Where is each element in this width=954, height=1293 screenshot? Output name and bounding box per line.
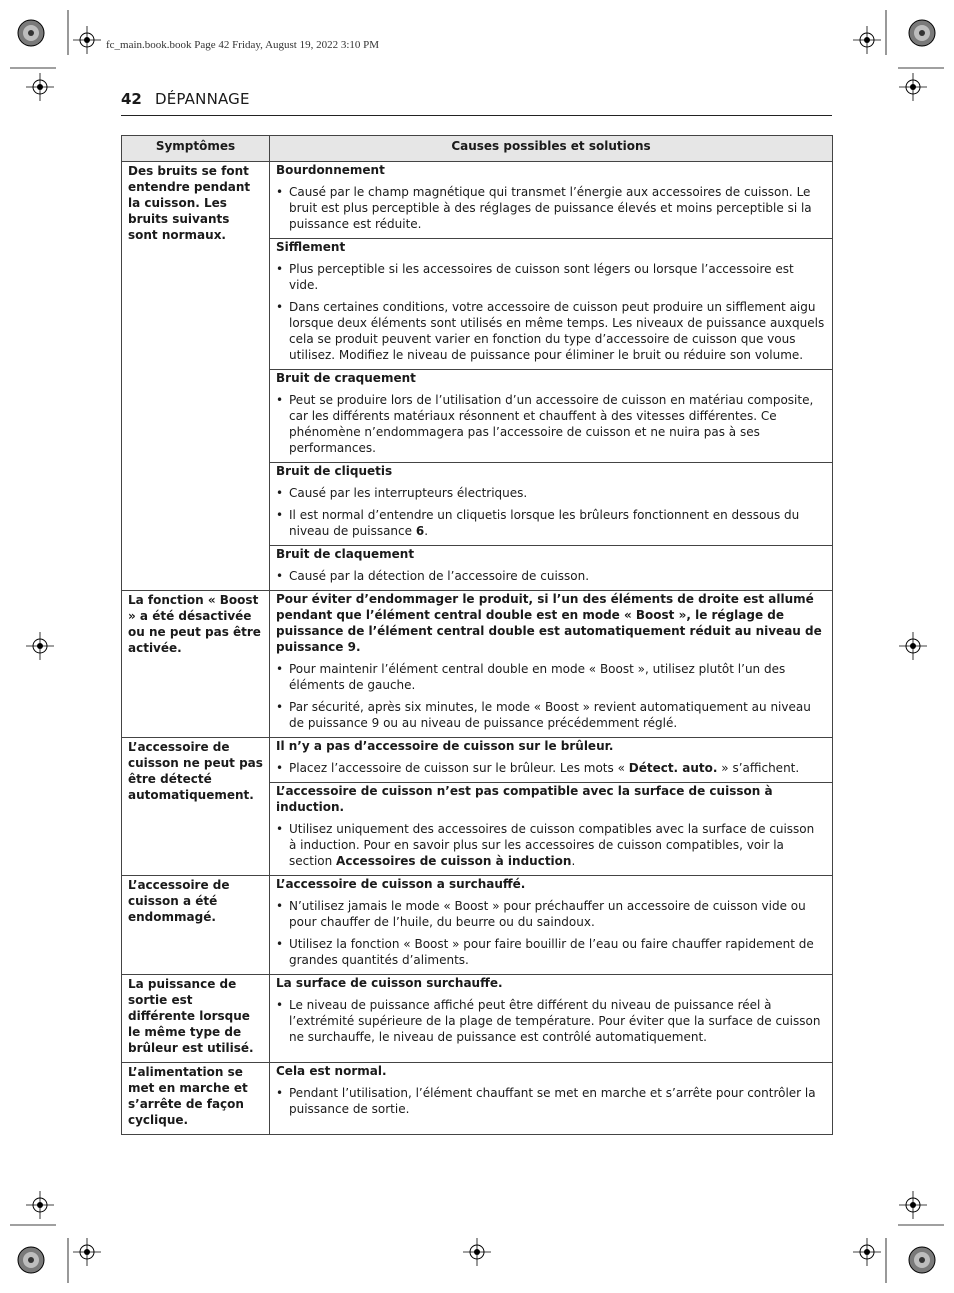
power-level-value: 6 (415, 524, 425, 538)
symptom-cell: L’accessoire de cuisson a été endommagé. (122, 876, 270, 975)
table-row (122, 738, 833, 783)
table-row (122, 162, 833, 239)
page-header (121, 89, 832, 116)
registration-cross-icon (26, 632, 54, 660)
cause-cell (270, 162, 833, 239)
solution-list (276, 997, 825, 1045)
symptom-cell: La fonction « Boost » a été désactivée ou ne peut pas être activée. (122, 591, 270, 738)
list-item-text: . (424, 524, 429, 538)
table-row (122, 591, 833, 738)
symptom-cell: Des bruits se font entendre pendant la cuisson. Les bruits suivants sont normaux. (122, 162, 270, 591)
registration-cross-icon (899, 73, 927, 101)
registration-cross-icon (26, 1191, 54, 1219)
list-item-text: » s’affichent. (717, 761, 800, 775)
registration-wheel-icon (18, 1247, 44, 1273)
cause-title: Bruit de claquement (276, 547, 415, 561)
symptom-cell: L’accessoire de cuisson ne peut pas être détecté automatiquement. (122, 738, 270, 876)
troubleshooting-table (121, 135, 833, 1135)
column-header: Causes possibles et solutions (270, 136, 833, 162)
table-row (122, 975, 833, 1063)
print-slug: fc_main.book.book Page 42 Friday, August 19, 2022 3:10 PM (106, 39, 380, 51)
cause-cell (270, 975, 833, 1063)
cause-cell (270, 239, 833, 370)
table-header-row (122, 136, 833, 162)
list-item: • N’utilisez jamais le mode « Boost » pour préchauffer un accessoire de cuisson vide ou pour chauffer de l’huile, du beurre ou du saindoux. (276, 898, 825, 930)
display-message: Détect. auto. (628, 761, 718, 775)
list-item: • Causé par le champ magnétique qui transmet l’énergie aux accessoires de cuisson. Le bruit est plus perceptible à des réglages de puissance élevés et moins perceptible si la puissance est réduite. (276, 184, 825, 232)
solution-list (276, 661, 825, 731)
registration-wheel-icon (18, 20, 44, 46)
list-item-text: . (571, 854, 576, 868)
cause-title: L’accessoire de cuisson a surchauffé. (276, 877, 526, 891)
registration-cross-icon (26, 73, 54, 101)
page-number: 42 (121, 90, 142, 108)
registration-cross-icon (853, 1238, 881, 1266)
list-item: • Peut se produire lors de l’utilisation d’un accessoire de cuisson en matériau composite, car les différents matériaux résonnent et chauffent à des vitesses différentes. Ce phénomène n’endommagera pas l’accessoire de cuisson et ne nuira pas à ses performances. (276, 392, 825, 456)
cause-title: Bruit de craquement (276, 371, 416, 385)
cause-cell (270, 546, 833, 591)
registration-cross-icon (899, 632, 927, 660)
list-item: • Dans certaines conditions, votre accessoire de cuisson peut produire un sifflement aigu lorsque deux éléments sont utilisés en même temps. Les niveaux de puissance auxquels cela se produit peuvent varier en fonction du type d’accessoire de cuisson que vous utilisez. Modifiez le niveau de puissance pour éliminer le bruit ou réduire son volume. (276, 299, 825, 363)
solution-list (276, 568, 825, 584)
registration-wheel-icon (909, 1247, 935, 1273)
table-row (122, 876, 833, 975)
solution-list (276, 392, 825, 456)
solution-list (276, 184, 825, 232)
list-item: • Pendant l’utilisation, l’élément chauffant se met en marche et s’arrête pour contrôler la puissance de sortie. (276, 1085, 825, 1117)
list-item: • Par sécurité, après six minutes, le mode « Boost » revient automatiquement au niveau de puissance 9 ou au niveau de puissance précédemment réglé. (276, 699, 825, 731)
registration-wheel-icon (909, 20, 935, 46)
registration-cross-icon (899, 1191, 927, 1219)
cause-title: Pour éviter d’endommager le produit, si l’un des éléments de droite est allumé pendant que l’élément central double est en mode « Boost », le réglage de puissance de l’élément central double est automatiquement réduit au niveau de puissance 9. (276, 592, 822, 654)
cause-cell (270, 463, 833, 546)
cause-cell (270, 370, 833, 463)
cause-title: Sifflement (276, 240, 346, 254)
solution-list (276, 898, 825, 968)
cause-cell (270, 876, 833, 975)
cause-cell (270, 738, 833, 783)
list-item-text: Il est normal d’entendre un cliquetis lorsque les brûleurs fonctionnent en dessous du niveau de puissance (289, 508, 800, 538)
list-item: • Le niveau de puissance affiché peut être différent du niveau de puissance réel à l’extrémité supérieure de la plage de température. Pour éviter que la surface de cuisson ne surchauffe, le niveau de puissance est contrôlé automatiquement. (276, 997, 825, 1045)
solution-list (276, 261, 825, 363)
cause-title: Cela est normal. (276, 1064, 387, 1078)
cause-cell (270, 1063, 833, 1135)
list-item-text: Placez l’accessoire de cuisson sur le brûleur. Les mots « (289, 761, 629, 775)
table-row (122, 1063, 833, 1135)
list-item (276, 507, 825, 539)
cause-cell (270, 591, 833, 738)
cause-title: Bruit de cliquetis (276, 464, 393, 478)
registration-cross-icon (463, 1238, 491, 1266)
cause-title: Bourdonnement (276, 163, 385, 177)
list-item: • Utilisez la fonction « Boost » pour faire bouillir de l’eau ou faire chauffer rapidement de grandes quantités d’aliments. (276, 936, 825, 968)
solution-list (276, 485, 825, 539)
section-reference: Accessoires de cuisson à induction (336, 854, 572, 868)
cause-title: La surface de cuisson surchauffe. (276, 976, 503, 990)
list-item: • Pour maintenir l’élément central double en mode « Boost », utilisez plutôt l’un des éléments de gauche. (276, 661, 825, 693)
list-item: • Causé par les interrupteurs électriques. (276, 485, 825, 501)
list-item (276, 760, 825, 776)
registration-cross-icon (73, 1238, 101, 1266)
column-header: Symptômes (122, 136, 270, 162)
cause-title: Il n’y a pas d’accessoire de cuisson sur le brûleur. (276, 739, 614, 753)
section-title: DÉPANNAGE (154, 90, 250, 108)
list-item: • Causé par la détection de l’accessoire de cuisson. (276, 568, 825, 584)
list-item: • Plus perceptible si les accessoires de cuisson sont légers ou lorsque l’accessoire est vide. (276, 261, 825, 293)
solution-list (276, 760, 825, 776)
solution-list (276, 1085, 825, 1117)
cause-cell (270, 783, 833, 876)
symptom-cell: L’alimentation se met en marche et s’arrête de façon cyclique. (122, 1063, 270, 1135)
list-item-text: Utilisez uniquement des accessoires de cuisson compatibles avec la surface de cuisson à induction. Pour en savoir plus sur les accessoires de cuisson compatibles, voir la section (289, 822, 815, 868)
solution-list (276, 821, 825, 869)
symptom-cell: La puissance de sortie est différente lorsque le même type de brûleur est utilisé. (122, 975, 270, 1063)
registration-cross-icon (853, 26, 881, 54)
cause-title: L’accessoire de cuisson n’est pas compatible avec la surface de cuisson à induction. (276, 784, 773, 814)
registration-cross-icon (73, 26, 101, 54)
list-item (276, 821, 825, 869)
